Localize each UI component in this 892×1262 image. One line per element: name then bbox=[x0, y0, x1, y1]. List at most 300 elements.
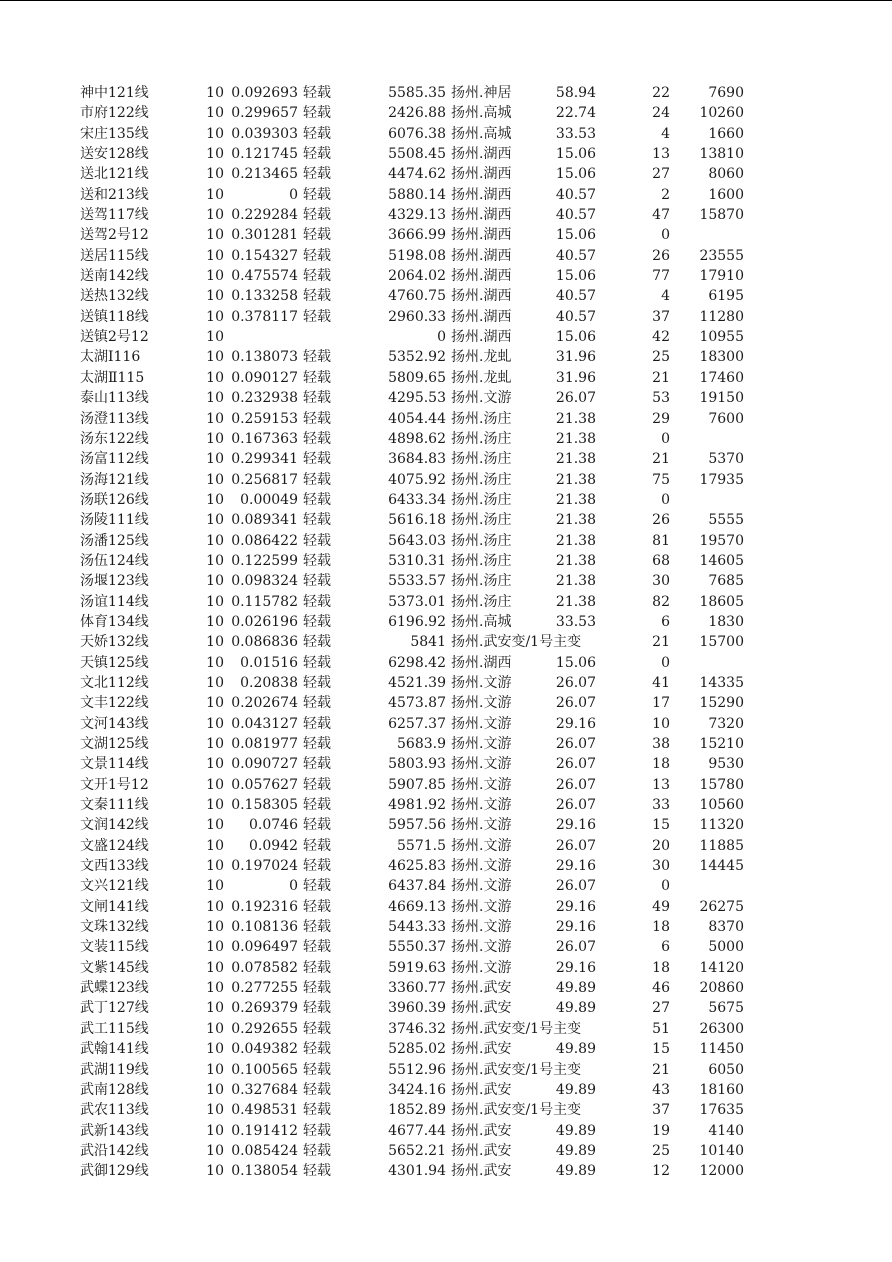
line-name-cell: 送南142线 bbox=[80, 268, 149, 285]
load-status-cell: 轻载 bbox=[303, 125, 331, 142]
table-row bbox=[0, 836, 892, 856]
substation-cell: 扬州.汤庄 bbox=[451, 512, 512, 529]
voltage-cell: 10 bbox=[206, 593, 224, 610]
capacity-cell: 5370 bbox=[708, 451, 744, 468]
count-cell: 41 bbox=[652, 674, 670, 691]
load-ratio-cell: 0.138073 bbox=[231, 349, 298, 366]
distance-cell: 40.57 bbox=[540, 185, 596, 205]
distance-cell: 49.89 bbox=[540, 978, 596, 998]
margin-value-cell: 3360.77 bbox=[388, 980, 446, 997]
line-name-cell: 武沿142线 bbox=[80, 1142, 149, 1159]
substation-cell: 扬州.汤庄 bbox=[451, 552, 512, 569]
margin-value-cell: 4981.92 bbox=[388, 797, 446, 814]
table-row bbox=[0, 1019, 892, 1039]
load-status-cell: 轻载 bbox=[303, 715, 331, 732]
line-name-cell: 汤海121线 bbox=[80, 471, 149, 488]
count-cell: 25 bbox=[652, 349, 670, 366]
capacity-cell: 14120 bbox=[699, 959, 744, 976]
capacity-cell: 15210 bbox=[699, 736, 744, 752]
margin-value-cell: 5880.14 bbox=[388, 186, 446, 203]
line-name-cell: 市府122线 bbox=[80, 105, 149, 122]
table-row bbox=[0, 795, 892, 815]
distance-cell: 15.06 bbox=[540, 225, 596, 245]
substation-cell: 扬州.武安变/1号主变 bbox=[451, 1102, 582, 1119]
load-ratio-cell: 0.121745 bbox=[231, 146, 298, 163]
load-status-cell: 轻载 bbox=[303, 186, 331, 203]
margin-value-cell: 4075.92 bbox=[388, 471, 446, 488]
table-row bbox=[0, 693, 892, 713]
line-name-cell: 文秦111线 bbox=[80, 797, 149, 814]
load-ratio-cell: 0.292655 bbox=[231, 1020, 298, 1037]
count-cell: 21 bbox=[652, 451, 670, 468]
capacity-cell: 17460 bbox=[699, 369, 744, 386]
distance-cell: 49.89 bbox=[540, 1121, 596, 1141]
line-name-cell: 汤伍124线 bbox=[80, 552, 149, 569]
line-name-cell: 汤东122线 bbox=[80, 430, 149, 447]
count-cell: 26 bbox=[652, 247, 670, 264]
margin-value-cell: 0 bbox=[437, 329, 446, 346]
margin-value-cell: 3746.32 bbox=[388, 1020, 446, 1037]
load-ratio-cell: 0.20838 bbox=[240, 674, 298, 691]
voltage-cell: 10 bbox=[206, 451, 224, 468]
count-cell: 18 bbox=[652, 959, 670, 976]
distance-cell: 31.96 bbox=[540, 368, 596, 388]
capacity-cell: 15290 bbox=[699, 695, 744, 712]
load-ratio-cell: 0.138054 bbox=[231, 1163, 298, 1180]
substation-cell: 扬州.汤庄 bbox=[451, 593, 512, 610]
distance-cell: 26.07 bbox=[540, 673, 596, 693]
load-status-cell: 轻载 bbox=[303, 349, 331, 366]
table-row bbox=[0, 673, 892, 693]
capacity-cell: 4140 bbox=[708, 1122, 744, 1139]
substation-cell: 扬州.文游 bbox=[451, 797, 512, 814]
count-cell: 21 bbox=[652, 1061, 670, 1078]
load-status-cell: 轻载 bbox=[303, 227, 331, 244]
load-ratio-cell: 0.122599 bbox=[231, 552, 298, 569]
line-name-cell: 送镇2号12 bbox=[80, 329, 149, 346]
table-row bbox=[0, 876, 892, 896]
distance-cell: 49.89 bbox=[540, 1080, 596, 1100]
margin-value-cell: 5616.18 bbox=[388, 512, 446, 529]
load-ratio-cell: 0.039303 bbox=[231, 125, 298, 142]
substation-cell: 扬州.湖西 bbox=[451, 654, 512, 671]
table-row bbox=[0, 958, 892, 978]
load-status-cell: 轻载 bbox=[303, 695, 331, 712]
margin-value-cell: 6433.34 bbox=[388, 491, 446, 508]
substation-cell: 扬州.武安 bbox=[451, 1122, 512, 1139]
table-row bbox=[0, 470, 892, 490]
load-ratio-cell: 0.108136 bbox=[231, 919, 298, 936]
substation-cell: 扬州.文游 bbox=[451, 817, 512, 834]
table-row bbox=[0, 856, 892, 876]
distance-cell: 29.16 bbox=[540, 917, 596, 937]
margin-value-cell: 2064.02 bbox=[388, 268, 446, 285]
margin-value-cell: 4054.44 bbox=[388, 410, 446, 427]
voltage-cell: 10 bbox=[206, 573, 224, 590]
load-status-cell: 轻载 bbox=[303, 532, 331, 549]
line-name-cell: 神中121线 bbox=[80, 85, 149, 101]
table-row bbox=[0, 1039, 892, 1059]
load-ratio-cell: 0.085424 bbox=[231, 1142, 298, 1159]
load-ratio-cell: 0.026196 bbox=[231, 613, 298, 630]
distance-cell: 29.16 bbox=[540, 897, 596, 917]
voltage-cell: 10 bbox=[206, 308, 224, 325]
capacity-cell: 1830 bbox=[708, 613, 744, 630]
margin-value-cell: 3960.39 bbox=[388, 1000, 446, 1017]
capacity-cell: 8370 bbox=[708, 919, 744, 936]
line-name-cell: 汤陵111线 bbox=[80, 512, 149, 529]
load-status-cell: 轻载 bbox=[303, 898, 331, 915]
table-row bbox=[0, 205, 892, 225]
load-status-cell: 轻载 bbox=[303, 878, 331, 895]
line-name-cell: 文北112线 bbox=[80, 674, 149, 691]
line-name-cell: 武御129线 bbox=[80, 1163, 149, 1180]
voltage-cell: 10 bbox=[206, 349, 224, 366]
count-cell: 38 bbox=[652, 736, 670, 752]
capacity-cell: 11450 bbox=[699, 1041, 744, 1058]
count-cell: 10 bbox=[652, 715, 670, 732]
load-ratio-cell: 0.090127 bbox=[231, 369, 298, 386]
line-name-cell: 汤潘125线 bbox=[80, 532, 149, 549]
distance-cell: 26.07 bbox=[540, 795, 596, 815]
distance-cell: 21.38 bbox=[540, 531, 596, 551]
table-row bbox=[0, 815, 892, 835]
substation-cell: 扬州.武安 bbox=[451, 1041, 512, 1058]
table-row bbox=[0, 897, 892, 917]
table-row bbox=[0, 490, 892, 510]
load-status-cell: 轻载 bbox=[303, 593, 331, 610]
capacity-cell: 20860 bbox=[699, 980, 744, 997]
capacity-cell: 1600 bbox=[708, 186, 744, 203]
distance-cell: 26.07 bbox=[540, 775, 596, 795]
line-name-cell: 送驾117线 bbox=[80, 207, 149, 224]
margin-value-cell: 5285.02 bbox=[388, 1041, 446, 1058]
load-status-cell: 轻载 bbox=[303, 166, 331, 183]
substation-cell: 扬州.文游 bbox=[451, 837, 512, 854]
load-ratio-cell: 0.00049 bbox=[240, 491, 298, 508]
count-cell: 0 bbox=[661, 654, 670, 671]
voltage-cell: 10 bbox=[206, 532, 224, 549]
count-cell: 37 bbox=[652, 1102, 670, 1119]
substation-cell: 扬州.湖西 bbox=[451, 166, 512, 183]
substation-cell: 扬州.文游 bbox=[451, 858, 512, 875]
load-status-cell: 轻载 bbox=[303, 390, 331, 407]
substation-cell: 扬州.文游 bbox=[451, 390, 512, 407]
table-row bbox=[0, 449, 892, 469]
load-status-cell: 轻载 bbox=[303, 634, 331, 651]
load-ratio-cell: 0.057627 bbox=[231, 776, 298, 793]
distance-cell: 21.38 bbox=[540, 449, 596, 469]
load-status-cell: 轻载 bbox=[303, 776, 331, 793]
table-row bbox=[0, 225, 892, 245]
capacity-cell: 1660 bbox=[708, 125, 744, 142]
voltage-cell: 10 bbox=[206, 837, 224, 854]
distance-cell: 29.16 bbox=[540, 815, 596, 835]
substation-cell: 扬州.湖西 bbox=[451, 146, 512, 163]
line-name-cell: 天镇125线 bbox=[80, 654, 149, 671]
load-ratio-cell: 0.299341 bbox=[231, 451, 298, 468]
voltage-cell: 10 bbox=[206, 1163, 224, 1180]
substation-cell: 扬州.湖西 bbox=[451, 329, 512, 346]
line-name-cell: 文盛124线 bbox=[80, 837, 149, 854]
load-status-cell: 轻载 bbox=[303, 939, 331, 956]
line-name-cell: 宋庄135线 bbox=[80, 125, 149, 142]
count-cell: 68 bbox=[652, 552, 670, 569]
margin-value-cell: 5683.9 bbox=[397, 736, 446, 752]
capacity-cell: 15780 bbox=[699, 776, 744, 793]
count-cell: 18 bbox=[652, 919, 670, 936]
count-cell: 53 bbox=[652, 390, 670, 407]
load-ratio-cell: 0.232938 bbox=[231, 390, 298, 407]
voltage-cell: 10 bbox=[206, 980, 224, 997]
load-ratio-cell: 0.098324 bbox=[231, 573, 298, 590]
distance-cell: 29.16 bbox=[540, 856, 596, 876]
count-cell: 13 bbox=[652, 146, 670, 163]
distance-cell: 33.53 bbox=[540, 124, 596, 144]
margin-value-cell: 6298.42 bbox=[388, 654, 446, 671]
margin-value-cell: 5352.92 bbox=[388, 349, 446, 366]
voltage-cell: 10 bbox=[206, 268, 224, 285]
distance-cell: 40.57 bbox=[540, 205, 596, 225]
distance-cell: 21.38 bbox=[540, 551, 596, 571]
margin-value-cell: 5198.08 bbox=[388, 247, 446, 264]
margin-value-cell: 4301.94 bbox=[388, 1163, 446, 1180]
distance-cell: 26.07 bbox=[540, 754, 596, 774]
capacity-cell: 23555 bbox=[699, 247, 744, 264]
line-name-cell: 送居115线 bbox=[80, 247, 149, 264]
substation-cell: 扬州.武安变/1号主变 bbox=[451, 634, 582, 651]
load-ratio-cell: 0.158305 bbox=[231, 797, 298, 814]
margin-value-cell: 4573.87 bbox=[388, 695, 446, 712]
load-status-cell: 轻载 bbox=[303, 512, 331, 529]
count-cell: 82 bbox=[652, 593, 670, 610]
distance-cell: 40.57 bbox=[540, 307, 596, 327]
capacity-cell: 14605 bbox=[699, 552, 744, 569]
voltage-cell: 10 bbox=[206, 878, 224, 895]
voltage-cell: 10 bbox=[206, 512, 224, 529]
voltage-cell: 10 bbox=[206, 369, 224, 386]
count-cell: 77 bbox=[652, 268, 670, 285]
table-row bbox=[0, 978, 892, 998]
table-row bbox=[0, 327, 892, 347]
substation-cell: 扬州.汤庄 bbox=[451, 532, 512, 549]
substation-cell: 扬州.龙虬 bbox=[451, 369, 512, 386]
table-row bbox=[0, 144, 892, 164]
line-name-cell: 送镇118线 bbox=[80, 308, 149, 325]
load-ratio-cell: 0.191412 bbox=[231, 1122, 298, 1139]
count-cell: 25 bbox=[652, 1142, 670, 1159]
table-row bbox=[0, 775, 892, 795]
count-cell: 37 bbox=[652, 308, 670, 325]
count-cell: 24 bbox=[652, 105, 670, 122]
substation-cell: 扬州.文游 bbox=[451, 776, 512, 793]
distance-cell: 21.38 bbox=[540, 571, 596, 591]
load-status-cell: 轻载 bbox=[303, 1142, 331, 1159]
distance-cell: 40.57 bbox=[540, 246, 596, 266]
top-border-line bbox=[0, 0, 892, 1]
table-row bbox=[0, 164, 892, 184]
load-ratio-cell: 0.167363 bbox=[231, 430, 298, 447]
load-ratio-cell: 0.475574 bbox=[231, 268, 298, 285]
table-row bbox=[0, 551, 892, 571]
distance-cell: 49.89 bbox=[540, 1039, 596, 1059]
substation-cell: 扬州.文游 bbox=[451, 736, 512, 752]
count-cell: 42 bbox=[652, 329, 670, 346]
line-name-cell: 文丰122线 bbox=[80, 695, 149, 712]
load-ratio-cell: 0.299657 bbox=[231, 105, 298, 122]
capacity-cell: 14335 bbox=[699, 674, 744, 691]
load-status-cell: 轻载 bbox=[303, 105, 331, 122]
capacity-cell: 12000 bbox=[699, 1163, 744, 1180]
table-row bbox=[0, 1080, 892, 1100]
substation-cell: 扬州.汤庄 bbox=[451, 410, 512, 427]
distance-cell: 26.07 bbox=[540, 876, 596, 896]
capacity-cell: 6050 bbox=[708, 1061, 744, 1078]
load-ratio-cell: 0.049382 bbox=[231, 1041, 298, 1058]
voltage-cell: 10 bbox=[206, 552, 224, 569]
load-ratio-cell: 0.192316 bbox=[231, 898, 298, 915]
count-cell: 15 bbox=[652, 1041, 670, 1058]
margin-value-cell: 5373.01 bbox=[388, 593, 446, 610]
load-status-cell: 轻载 bbox=[303, 207, 331, 224]
substation-cell: 扬州.武安变/1号主变 bbox=[451, 1061, 582, 1078]
voltage-cell: 10 bbox=[206, 207, 224, 224]
count-cell: 0 bbox=[661, 430, 670, 447]
load-ratio-cell: 0.269379 bbox=[231, 1000, 298, 1017]
voltage-cell: 10 bbox=[206, 146, 224, 163]
load-ratio-cell: 0.133258 bbox=[231, 288, 298, 305]
capacity-cell: 11280 bbox=[699, 308, 744, 325]
substation-cell: 扬州.文游 bbox=[451, 878, 512, 895]
distance-cell: 15.06 bbox=[540, 266, 596, 286]
line-name-cell: 文兴121线 bbox=[80, 878, 149, 895]
load-ratio-cell: 0.213465 bbox=[231, 166, 298, 183]
margin-value-cell: 5809.65 bbox=[388, 369, 446, 386]
voltage-cell: 10 bbox=[206, 1081, 224, 1098]
voltage-cell: 10 bbox=[206, 756, 224, 773]
load-ratio-cell: 0.092693 bbox=[231, 85, 298, 101]
voltage-cell: 10 bbox=[206, 227, 224, 244]
table-row bbox=[0, 571, 892, 591]
count-cell: 27 bbox=[652, 166, 670, 183]
load-status-cell: 轻载 bbox=[303, 756, 331, 773]
line-name-cell: 武翰141线 bbox=[80, 1041, 149, 1058]
table-row bbox=[0, 185, 892, 205]
table-row bbox=[0, 409, 892, 429]
capacity-cell: 7600 bbox=[708, 410, 744, 427]
load-ratio-cell: 0.327684 bbox=[231, 1081, 298, 1098]
voltage-cell: 10 bbox=[206, 695, 224, 712]
substation-cell: 扬州.武安 bbox=[451, 1000, 512, 1017]
line-name-cell: 送和213线 bbox=[80, 186, 149, 203]
margin-value-cell: 5957.56 bbox=[388, 817, 446, 834]
count-cell: 27 bbox=[652, 1000, 670, 1017]
capacity-cell: 14445 bbox=[699, 858, 744, 875]
voltage-cell: 10 bbox=[206, 715, 224, 732]
load-ratio-cell: 0.229284 bbox=[231, 207, 298, 224]
distance-cell: 21.38 bbox=[540, 490, 596, 510]
voltage-cell: 10 bbox=[206, 1122, 224, 1139]
voltage-cell: 10 bbox=[206, 1041, 224, 1058]
table-row bbox=[0, 734, 892, 754]
capacity-cell: 10140 bbox=[699, 1142, 744, 1159]
substation-cell: 扬州.武安 bbox=[451, 1142, 512, 1159]
table-row bbox=[0, 714, 892, 734]
count-cell: 47 bbox=[652, 207, 670, 224]
voltage-cell: 10 bbox=[206, 85, 224, 101]
capacity-cell: 18160 bbox=[699, 1081, 744, 1098]
voltage-cell: 10 bbox=[206, 491, 224, 508]
voltage-cell: 10 bbox=[206, 1102, 224, 1119]
margin-value-cell: 4625.83 bbox=[388, 858, 446, 875]
load-status-cell: 轻载 bbox=[303, 146, 331, 163]
load-status-cell: 轻载 bbox=[303, 1102, 331, 1119]
margin-value-cell: 5550.37 bbox=[388, 939, 446, 956]
margin-value-cell: 5652.21 bbox=[388, 1142, 446, 1159]
margin-value-cell: 4669.13 bbox=[388, 898, 446, 915]
distance-cell: 26.07 bbox=[540, 693, 596, 713]
load-ratio-cell: 0.043127 bbox=[231, 715, 298, 732]
voltage-cell: 10 bbox=[206, 125, 224, 142]
substation-cell: 扬州.高城 bbox=[451, 125, 512, 142]
distance-cell: 49.89 bbox=[540, 998, 596, 1018]
count-cell: 12 bbox=[652, 1163, 670, 1180]
table-row bbox=[0, 1141, 892, 1161]
margin-value-cell: 5919.63 bbox=[388, 959, 446, 976]
margin-value-cell: 3684.83 bbox=[388, 451, 446, 468]
substation-cell: 扬州.湖西 bbox=[451, 247, 512, 264]
count-cell: 26 bbox=[652, 512, 670, 529]
substation-cell: 扬州.湖西 bbox=[451, 207, 512, 224]
distance-cell: 15.06 bbox=[540, 653, 596, 673]
table-row bbox=[0, 754, 892, 774]
count-cell: 17 bbox=[652, 695, 670, 712]
load-status-cell: 轻载 bbox=[303, 1081, 331, 1098]
substation-cell: 扬州.文游 bbox=[451, 674, 512, 691]
load-ratio-cell: 0.378117 bbox=[231, 308, 298, 325]
line-name-cell: 汤谊114线 bbox=[80, 593, 149, 610]
voltage-cell: 10 bbox=[206, 166, 224, 183]
table-row bbox=[0, 531, 892, 551]
substation-cell: 扬州.文游 bbox=[451, 898, 512, 915]
load-ratio-cell: 0 bbox=[289, 186, 298, 203]
voltage-cell: 10 bbox=[206, 329, 224, 346]
load-status-cell: 轻载 bbox=[303, 369, 331, 386]
load-status-cell: 轻载 bbox=[303, 736, 331, 752]
capacity-cell: 6195 bbox=[708, 288, 744, 305]
distance-cell: 15.06 bbox=[540, 164, 596, 184]
line-name-cell: 武农113线 bbox=[80, 1102, 149, 1119]
substation-cell: 扬州.汤庄 bbox=[451, 430, 512, 447]
substation-cell: 扬州.龙虬 bbox=[451, 349, 512, 366]
table-row bbox=[0, 368, 892, 388]
table-row bbox=[0, 592, 892, 612]
distance-cell: 21.38 bbox=[540, 470, 596, 490]
load-ratio-cell: 0.086422 bbox=[231, 532, 298, 549]
capacity-cell: 15870 bbox=[699, 207, 744, 224]
count-cell: 29 bbox=[652, 410, 670, 427]
voltage-cell: 10 bbox=[206, 1142, 224, 1159]
substation-cell: 扬州.文游 bbox=[451, 939, 512, 956]
distance-cell: 22.74 bbox=[540, 103, 596, 123]
count-cell: 13 bbox=[652, 776, 670, 793]
substation-cell: 扬州.汤庄 bbox=[451, 451, 512, 468]
voltage-cell: 10 bbox=[206, 247, 224, 264]
margin-value-cell: 5443.33 bbox=[388, 919, 446, 936]
line-name-cell: 文西133线 bbox=[80, 858, 149, 875]
capacity-cell: 26300 bbox=[699, 1020, 744, 1037]
count-cell: 30 bbox=[652, 858, 670, 875]
